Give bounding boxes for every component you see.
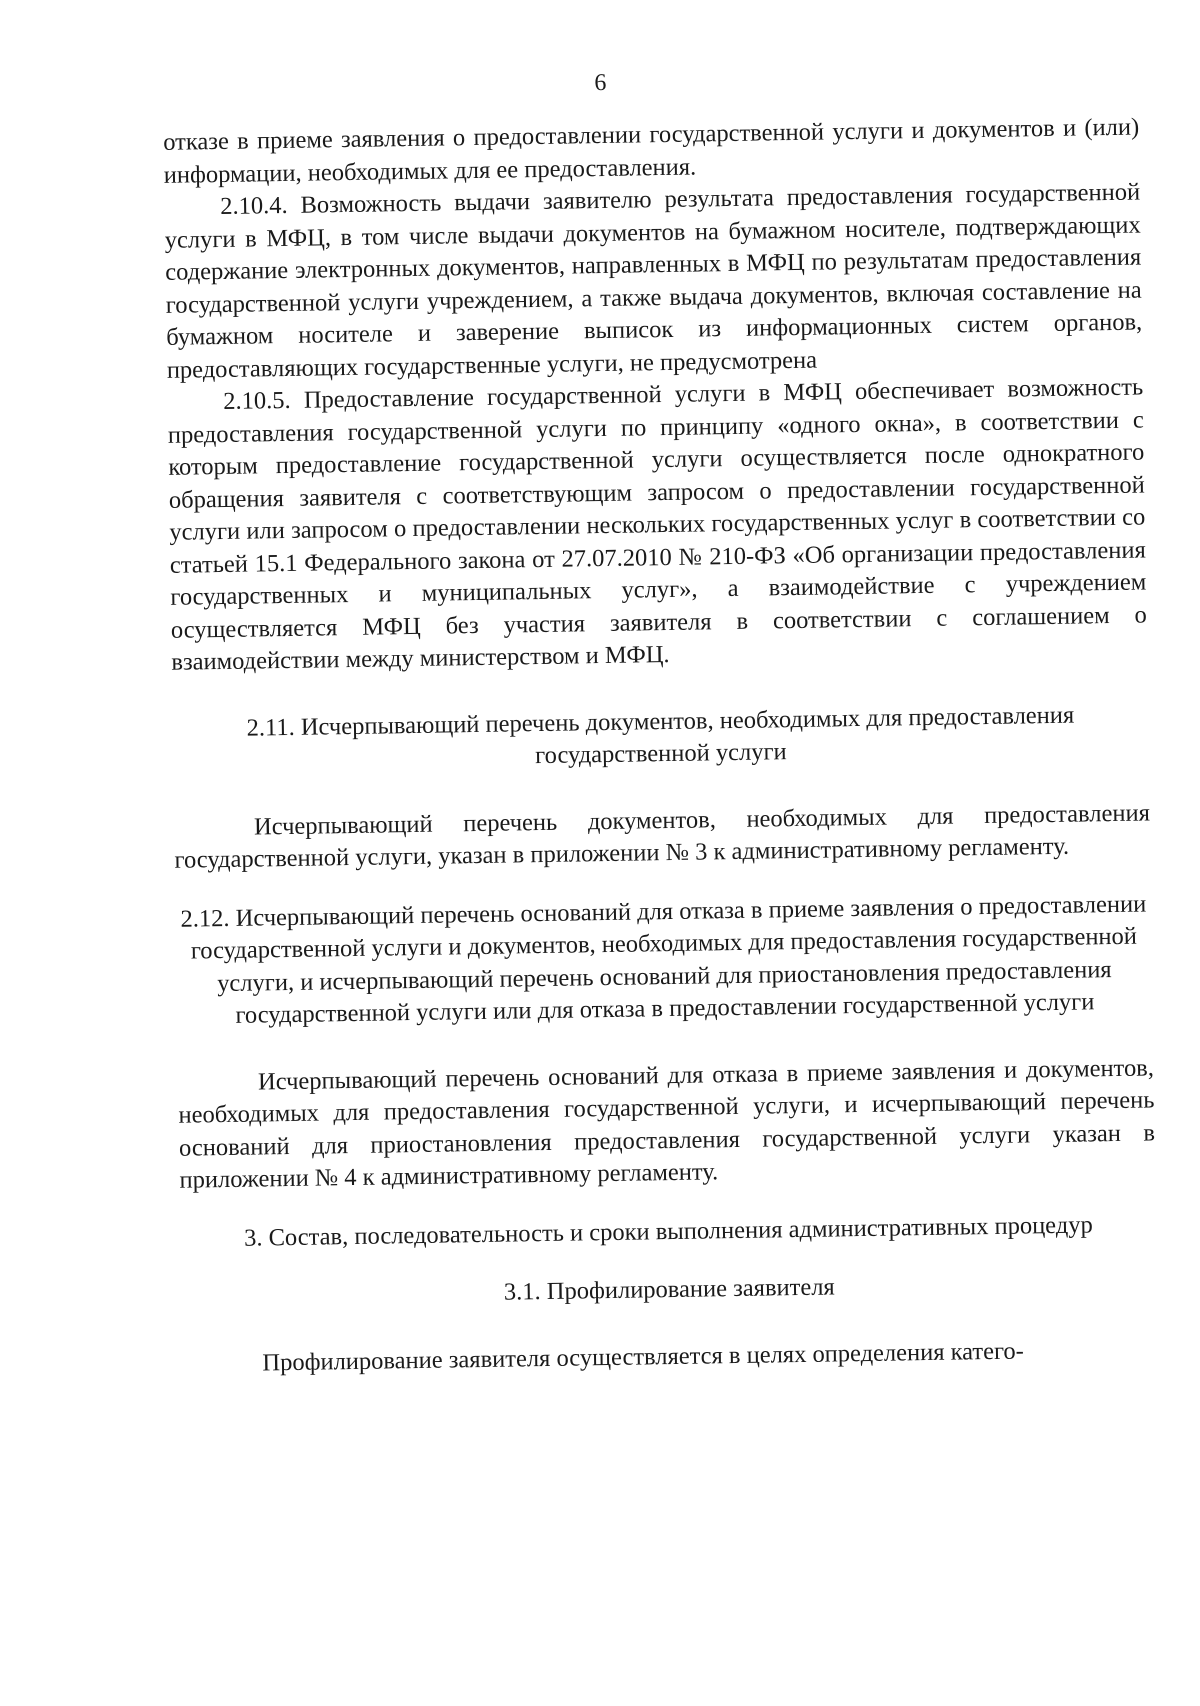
document-body [163,112,1159,1381]
paragraph-continuation: отказе в приеме заявления о предоставлении государственной услуги и документов и (или) информации, необходимых для ее предоставления. [163,113,1140,189]
paragraph-2-10-5: 2.10.5. Предоставление государственной услуги в МФЦ обеспечивает возможность предоставления государственной услуги по принципу «одного окна», в соответствии с которым предоставление государственной услуги осуществляется после однократного обращения заявителя с соответствующим запросом о предоставлении государственной услуги или запросом о предоставлении нескольких государственных услуг в соответствии со статьей 15.1 Федерального закона от 27.07.2010 № 210-ФЗ «Об организации предоставления государственных и муниципальных услуг», а взаимодействие с учреждением осуществляется МФЦ без участия заявителя в соответствии с соглашением о взаимодействии между министерством и МФЦ. [167,373,1147,676]
section-heading-2-11: 2.11. Исчерпывающий перечень документов, необходимых для предоставления государственной услуги [246,701,1075,770]
paragraph-2-12-body: Исчерпывающий перечень оснований для отказа в приеме заявления и документов, необходимых для предоставления государственной услуги, и исчерпывающий перечень оснований для приостановления предоставления государственной услуги указан в приложении № 4 к административному регламенту. [178,1053,1156,1194]
paragraph-2-10-4: 2.10.4. Возможность выдачи заявителю результата предоставления государственной услуги в МФЦ, в том числе выдачи документов на бумажном носителе, подтверждающих содержание электронных документов, направленных в МФЦ по результатам предоставления государственной услуги учреждением, а также выдача документов, включая составление на бумажном носителе и заверение выписок из информационных систем органов, предоставляющих государственные услуги, не предусмотрена [164,178,1143,384]
section-heading-3: 3. Состав, последовательность и сроки выполнения административных процедур [243,1210,1093,1252]
section-heading-2-12: 2.12. Исчерпывающий перечень оснований для отказа в приеме заявления о предоставлении государственной услуги и документов, необходимых для предоставления государственной услуги, и исчерпывающий перечень оснований для приостановления предоставления государственной услуги или для отказа в предоставлении государственной услуги [180,890,1147,1029]
paragraph-2-11-body: Исчерпывающий перечень документов, необходимых для предоставления государственной услуги, указан в приложении № 3 к административному регламенту. [174,798,1151,874]
paragraph-3-1-body: Профилирование заявителя осуществляется в целях определения катего- [262,1337,1025,1376]
section-heading-3-1: 3.1. Профилирование заявителя [503,1273,835,1306]
page-number: 6 [594,69,607,97]
